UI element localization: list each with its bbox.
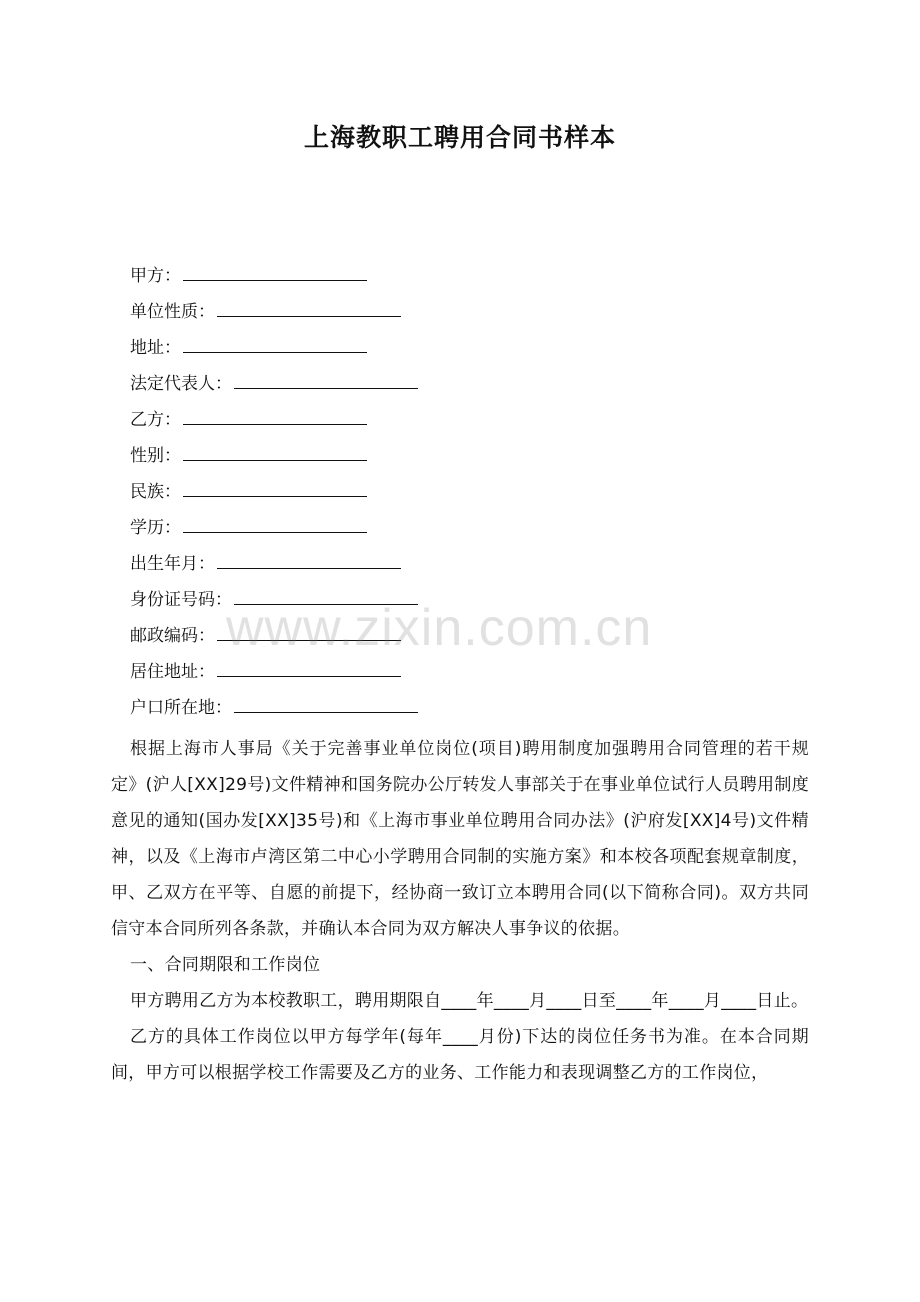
- section-heading: 一、合同期限和工作岗位: [130, 955, 321, 975]
- field-label: 出生年月：: [130, 554, 215, 574]
- field-blank-line: [183, 442, 367, 461]
- field-blank-line: [183, 406, 367, 425]
- field-blank-line: [183, 514, 367, 533]
- intro-paragraph: 根据上海市人事局《关于完善事业单位岗位(项目)聘用制度加强聘用合同管理的若干规定》(沪人[XX]29号)文件精神和国务院办公厅转发人事部关于在事业单位试行人员聘用制度意见的通知(国办发[XX]35号)和《上海市事业单位聘用合同办法》(沪府发[XX]4号)文件精神，以及《上海市卢湾区第二中心小学聘用合同制的实施方案》和本校各项配套规章制度，甲、乙双方在平等、自愿的前提下，经协商一致订立本聘用合同(以下简称合同)。双方共同信守本合同所列各条款，并确认本合同为双方解决人事争议的依据。: [111, 739, 809, 939]
- field-legal-representative: [130, 370, 830, 406]
- field-label: 地址：: [130, 338, 181, 358]
- field-label: 居住地址：: [130, 662, 215, 682]
- field-postal-code: [130, 622, 830, 658]
- field-party-b: [130, 406, 830, 442]
- field-ethnicity: [130, 478, 830, 514]
- field-gender: [130, 442, 830, 478]
- contract-body: [111, 731, 809, 1091]
- position-paragraph: 乙方的具体工作岗位以甲方每学年(每年____月份)下达的岗位任务书为准。在本合同期间，甲方可以根据学校工作需要及乙方的业务、工作能力和表现调整乙方的工作岗位，: [111, 1027, 809, 1083]
- field-party-a: [130, 262, 830, 298]
- term-paragraph: 甲方聘用乙方为本校教职工，聘用期限自____年____月____日至____年____月____日止。: [130, 991, 809, 1011]
- field-label: 学历：: [130, 518, 181, 538]
- field-label: 法定代表人：: [130, 374, 232, 394]
- field-blank-line: [217, 658, 401, 677]
- field-label: 单位性质：: [130, 302, 215, 322]
- field-label: 民族：: [130, 482, 181, 502]
- field-unit-nature: [130, 298, 830, 334]
- field-id-number: [130, 586, 830, 622]
- field-blank-line: [183, 334, 367, 353]
- field-education: [130, 514, 830, 550]
- field-address: [130, 334, 830, 370]
- party-info-fields: [130, 262, 830, 730]
- field-label: 邮政编码：: [130, 626, 215, 646]
- field-label: 甲方：: [130, 266, 181, 286]
- document-title: 上海教职工聘用合同书样本: [303, 123, 616, 152]
- field-blank-line: [234, 370, 418, 389]
- field-blank-line: [234, 586, 418, 605]
- field-birth-date: [130, 550, 830, 586]
- field-blank-line: [217, 298, 401, 317]
- field-blank-line: [217, 622, 401, 641]
- field-blank-line: [234, 694, 418, 713]
- field-label: 身份证号码：: [130, 590, 232, 610]
- watermark: www.zixin.com.cn: [226, 599, 653, 657]
- field-label: 户口所在地：: [130, 698, 232, 718]
- field-blank-line: [183, 478, 367, 497]
- field-blank-line: [183, 262, 367, 281]
- field-label: 性别：: [130, 446, 181, 466]
- field-blank-line: [217, 550, 401, 569]
- field-residential-address: [130, 658, 830, 694]
- field-household-registration: [130, 694, 830, 730]
- field-label: 乙方：: [130, 410, 181, 430]
